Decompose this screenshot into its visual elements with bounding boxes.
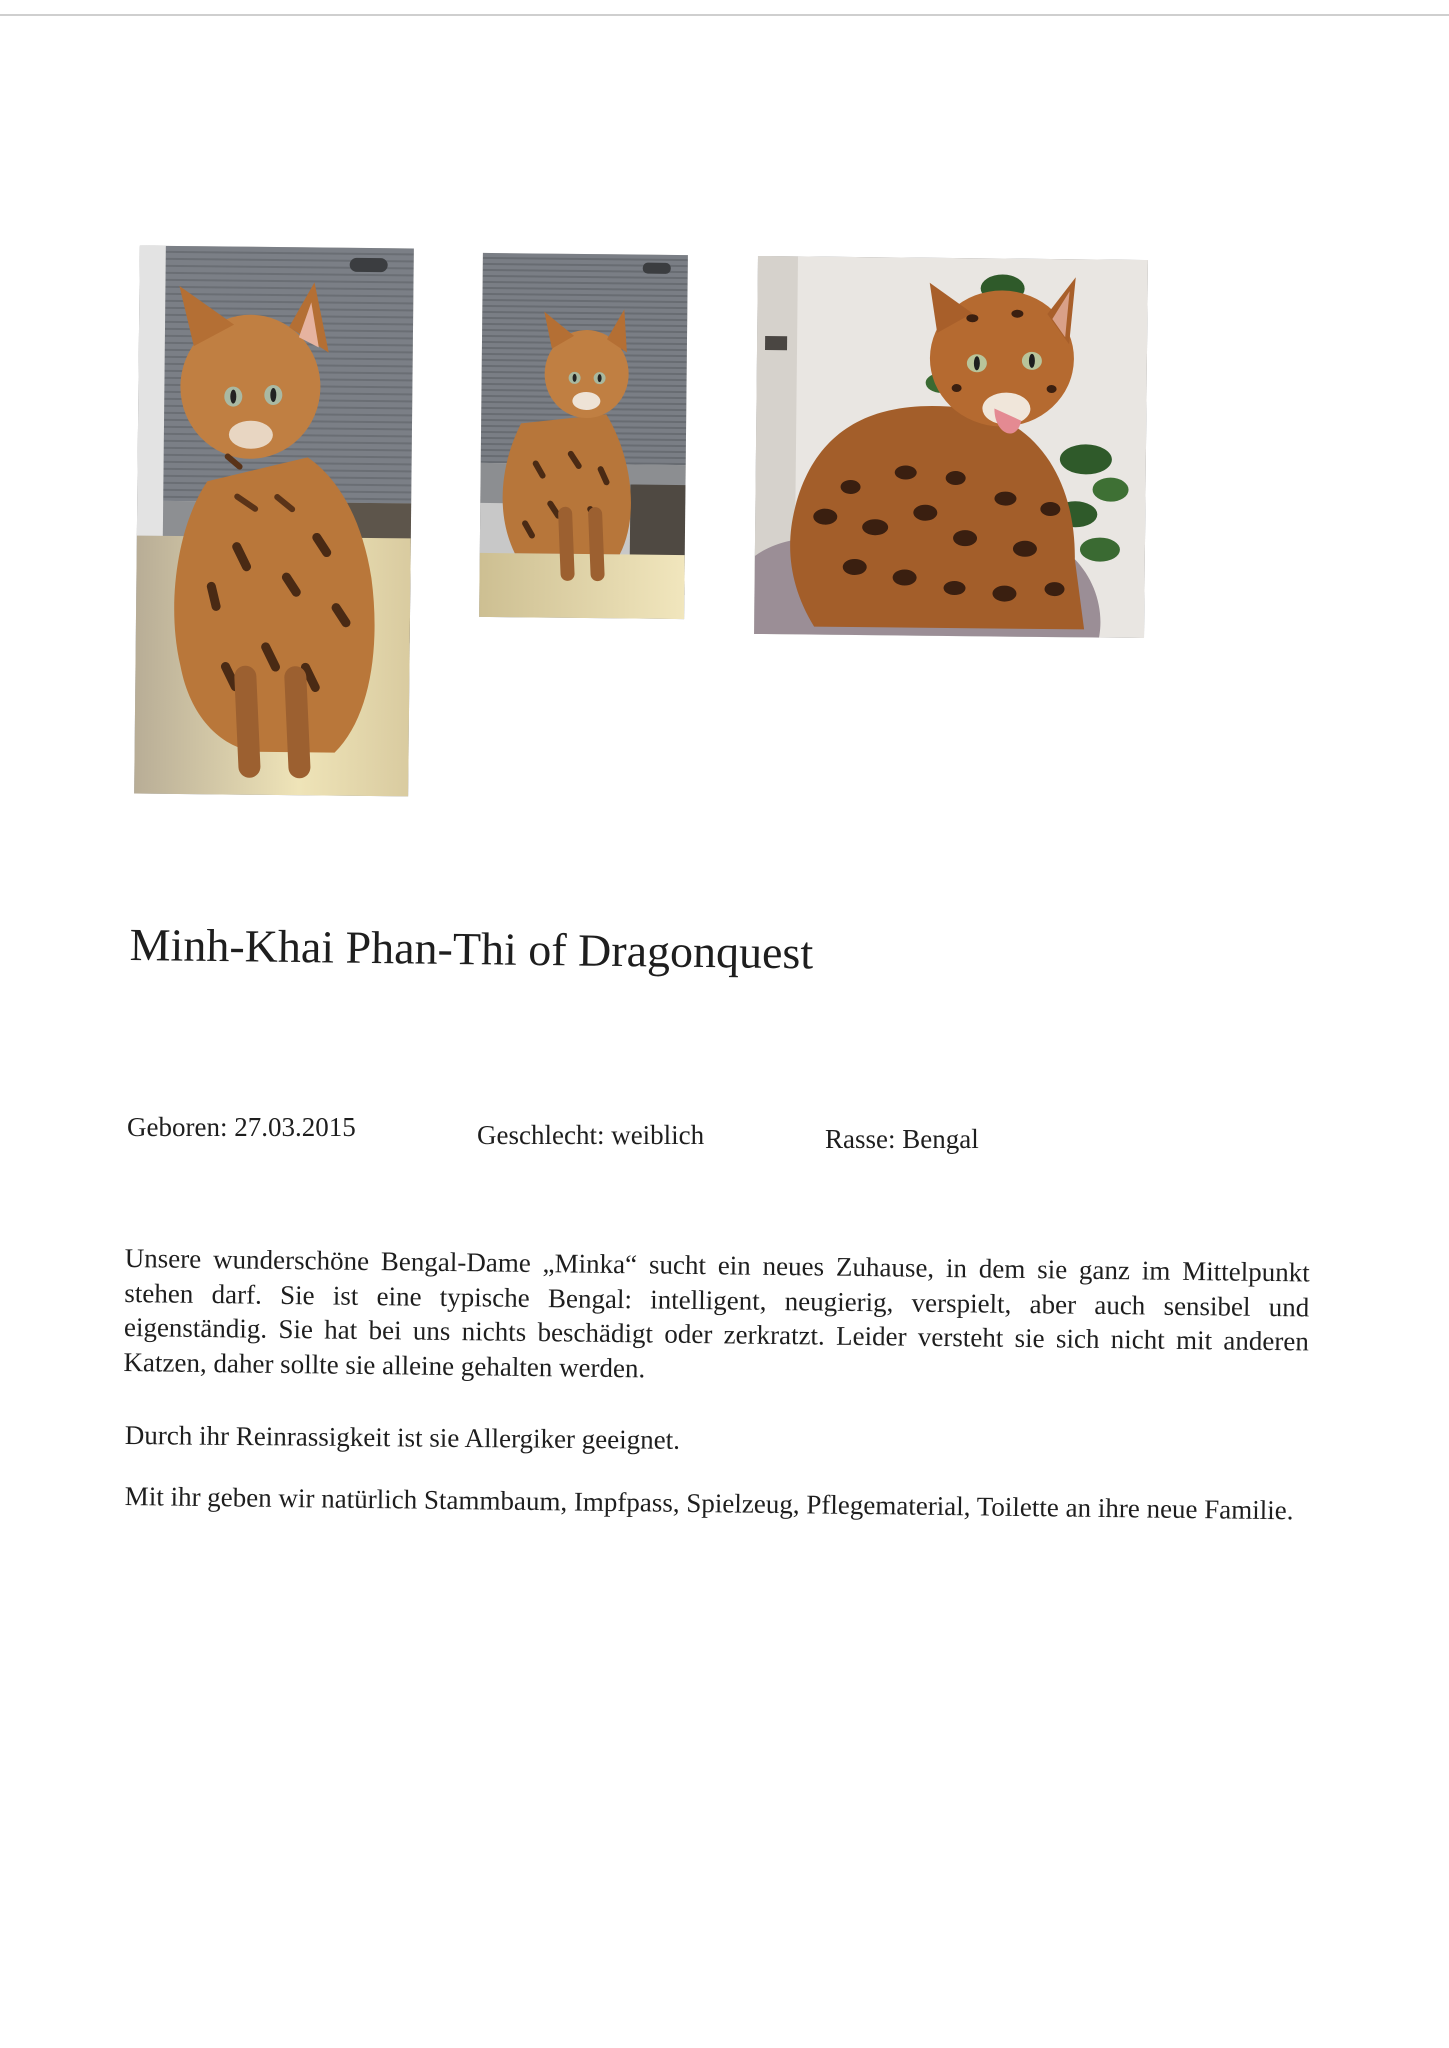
birth-date: Geboren: 27.03.2015 — [127, 1112, 356, 1142]
cat-photo-tongue-out — [754, 256, 1148, 638]
breed: Rasse: Bengal — [825, 1124, 979, 1154]
scan-edge — [0, 14, 1449, 16]
cat-photo-window — [134, 246, 414, 797]
cat-name-title: Minh-Khai Phan-Thi of Dragonquest — [129, 919, 814, 979]
description-paragraph: Unsere wunderschöne Bengal-Dame „Minka“ sucht ein neues Zuhause, in dem sie ganz im Mittelpunkt stehen darf. Sie ist eine typische Bengal: intelligent, neugierig, verspielt, aber auch sensibel und eigenständig. Sie hat bei uns nichts beschädigt oder zerkratzt. Leider versteht sie sich nicht mit anderen Katzen, daher sollte sie alleine gehalten werden. — [123, 1242, 1310, 1384]
cat-photo-windowsill — [479, 253, 688, 619]
included-items-paragraph: Mit ihr geben wir natürlich Stammbaum, Impfpass, Spielzeug, Pflegematerial, Toilette an ihre neue Familie. — [124, 1480, 1294, 1526]
allergy-paragraph: Durch ihr Reinrassigkeit ist sie Allergiker geeignet. — [124, 1419, 681, 1455]
sex: Geschlecht: weiblich — [477, 1120, 705, 1150]
